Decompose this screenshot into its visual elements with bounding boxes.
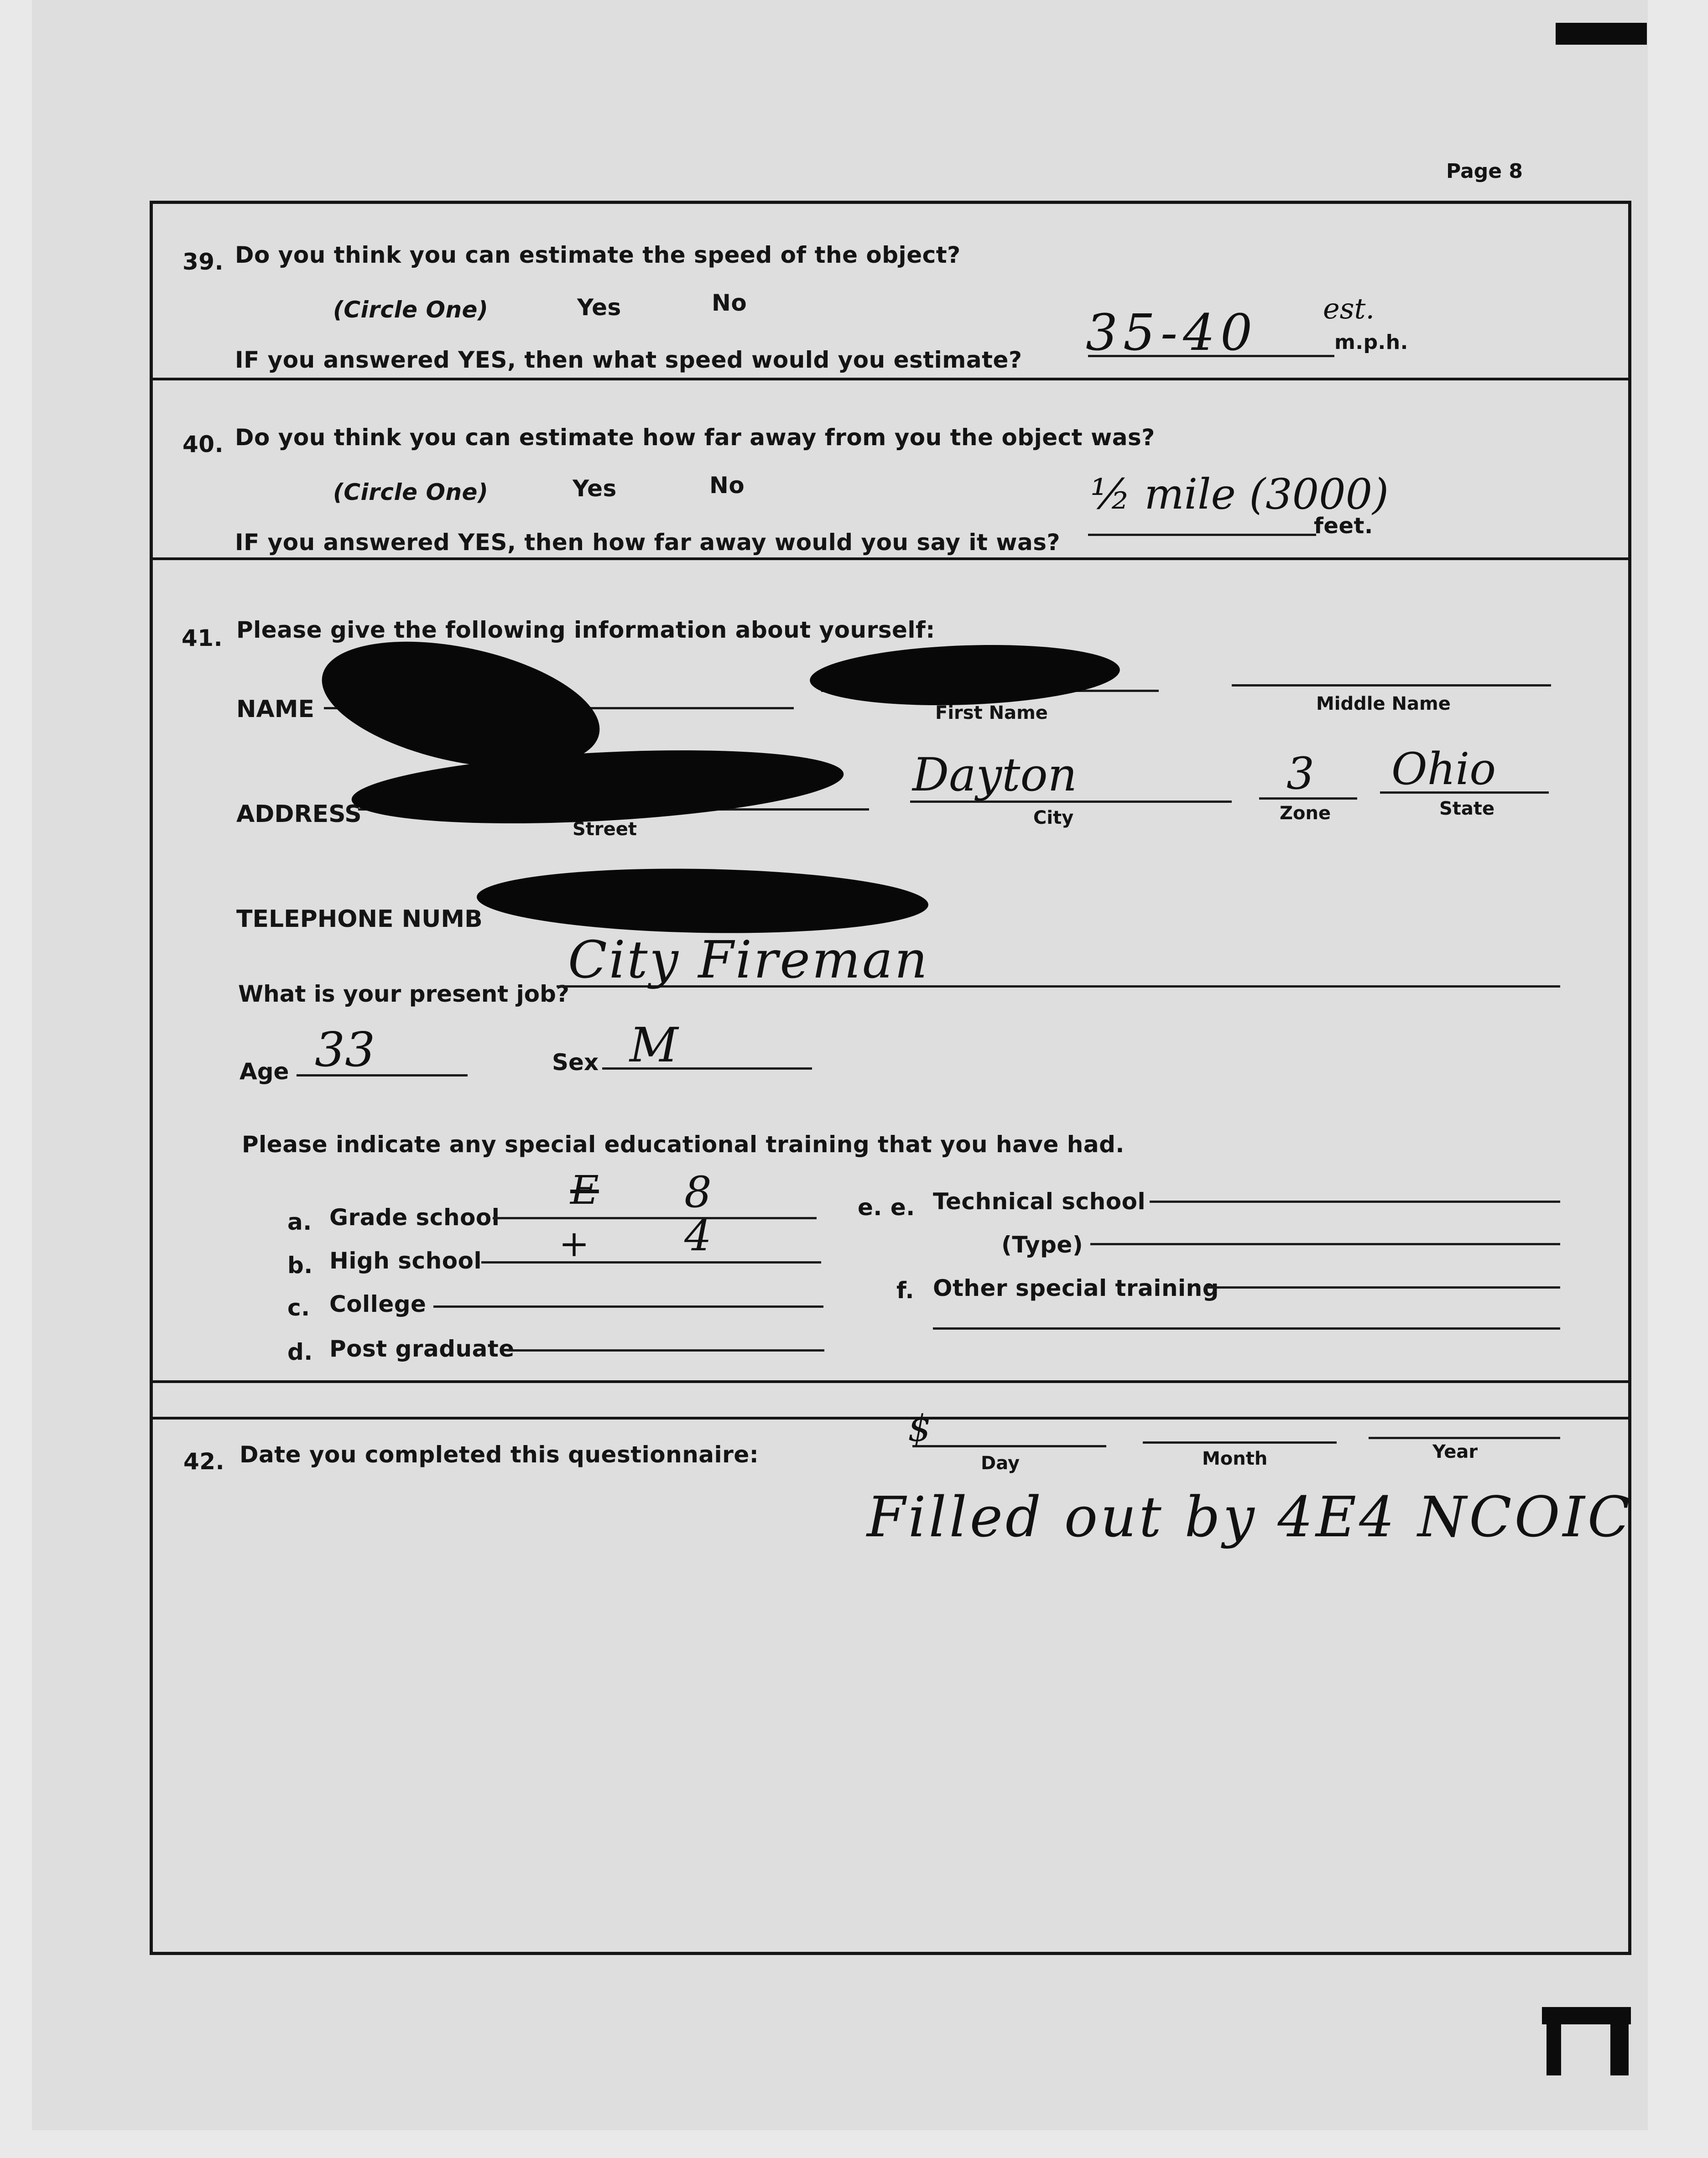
section-divider <box>150 1417 1631 1420</box>
day-mark: $ <box>908 1407 931 1450</box>
middle-name-caption: Middle Name <box>1316 693 1451 714</box>
other-training-line <box>1204 1286 1560 1289</box>
yes-option[interactable]: Yes <box>573 475 617 502</box>
section-divider <box>150 557 1631 560</box>
distance-answer-line <box>1088 534 1316 536</box>
month-caption: Month <box>1202 1448 1268 1469</box>
circle-one-label: (Circle One) <box>333 479 489 505</box>
name-label: NAME <box>236 696 315 723</box>
year-caption: Year <box>1432 1441 1478 1462</box>
zone-value: 3 <box>1286 748 1315 799</box>
age-value: 33 <box>315 1022 375 1077</box>
sex-label: Sex <box>552 1049 599 1076</box>
grade-school-line <box>493 1217 817 1219</box>
address-label: ADDRESS <box>236 801 362 828</box>
no-option[interactable]: No <box>712 290 747 316</box>
other-training-label: Other special training <box>933 1275 1219 1301</box>
year-line <box>1369 1437 1560 1439</box>
first-name-caption: First Name <box>935 702 1048 723</box>
post-graduate-line <box>507 1349 824 1352</box>
type-line <box>1090 1243 1560 1245</box>
question-number: 39. <box>182 249 224 275</box>
question-text: Do you think you can estimate how far away from you the object was? <box>235 424 1155 451</box>
grade-school-strike: E <box>570 1168 599 1213</box>
state-value: Ohio <box>1391 744 1496 795</box>
day-caption: Day <box>981 1453 1020 1474</box>
scan-artifact <box>1547 2007 1561 2075</box>
no-option[interactable]: No <box>709 472 745 499</box>
city-value: Dayton <box>912 748 1078 801</box>
question-text: Please give the following information about yourself: <box>236 617 935 643</box>
education-letter: e. e. <box>858 1194 915 1221</box>
distance-answer: ½ mile (3000) <box>1090 470 1389 519</box>
section-divider <box>150 1380 1631 1383</box>
page-number: Page 8 <box>1446 160 1523 183</box>
form-frame <box>150 201 1631 1955</box>
college-label: College <box>329 1291 427 1317</box>
question-number: 40. <box>182 431 224 458</box>
day-line <box>912 1445 1106 1447</box>
education-letter: f. <box>896 1277 915 1304</box>
distance-unit: feet. <box>1314 513 1373 539</box>
education-letter: a. <box>287 1209 312 1235</box>
middle-name-line <box>1232 684 1551 686</box>
circle-one-label: (Circle One) <box>333 296 489 323</box>
job-label: What is your present job? <box>238 981 569 1007</box>
education-letter: d. <box>287 1339 313 1365</box>
speed-answer-note: est. <box>1323 292 1375 325</box>
question-number: 42. <box>183 1448 225 1475</box>
education-letter: b. <box>287 1252 313 1279</box>
followup-text: IF you answered YES, then what speed would you estimate? <box>235 347 1022 373</box>
age-label: Age <box>240 1058 289 1085</box>
handwritten-note: Filled out by 4E4 NCOIC <box>867 1485 1633 1550</box>
zone-caption: Zone <box>1280 803 1331 824</box>
other-training-line-2 <box>933 1327 1560 1330</box>
post-graduate-label: Post graduate <box>329 1336 515 1362</box>
high-school-label: High school <box>329 1248 482 1274</box>
scan-artifact <box>1556 23 1647 45</box>
question-text: Date you completed this questionnaire: <box>240 1441 759 1468</box>
job-value: City Fireman <box>568 931 929 990</box>
street-caption: Street <box>573 819 637 840</box>
grade-school-value: 8 <box>684 1168 712 1217</box>
high-school-line <box>481 1261 821 1264</box>
type-label: (Type) <box>1001 1232 1083 1258</box>
education-letter: c. <box>287 1295 310 1321</box>
sex-value: M <box>630 1017 678 1073</box>
scan-artifact <box>1610 2007 1629 2075</box>
technical-school-line <box>1150 1201 1560 1203</box>
education-intro: Please indicate any special educational training that you have had. <box>242 1131 1125 1158</box>
high-school-value: 4 <box>684 1211 712 1261</box>
high-school-mark: + <box>559 1222 590 1265</box>
telephone-label: TELEPHONE NUMB <box>236 905 483 933</box>
technical-school-label: Technical school <box>933 1188 1146 1215</box>
speed-unit: m.p.h. <box>1334 331 1408 354</box>
question-number: 41. <box>182 625 223 651</box>
college-line <box>433 1305 823 1308</box>
city-caption: City <box>1033 807 1074 828</box>
yes-option[interactable]: Yes <box>577 294 621 321</box>
question-text: Do you think you can estimate the speed of the object? <box>235 242 961 268</box>
month-line <box>1143 1441 1337 1444</box>
speed-answer: 35-40 <box>1086 303 1258 362</box>
grade-school-label: Grade school <box>329 1204 500 1231</box>
followup-text: IF you answered YES, then how far away would you say it was? <box>235 529 1061 556</box>
section-divider <box>150 378 1631 380</box>
state-caption: State <box>1439 798 1495 819</box>
